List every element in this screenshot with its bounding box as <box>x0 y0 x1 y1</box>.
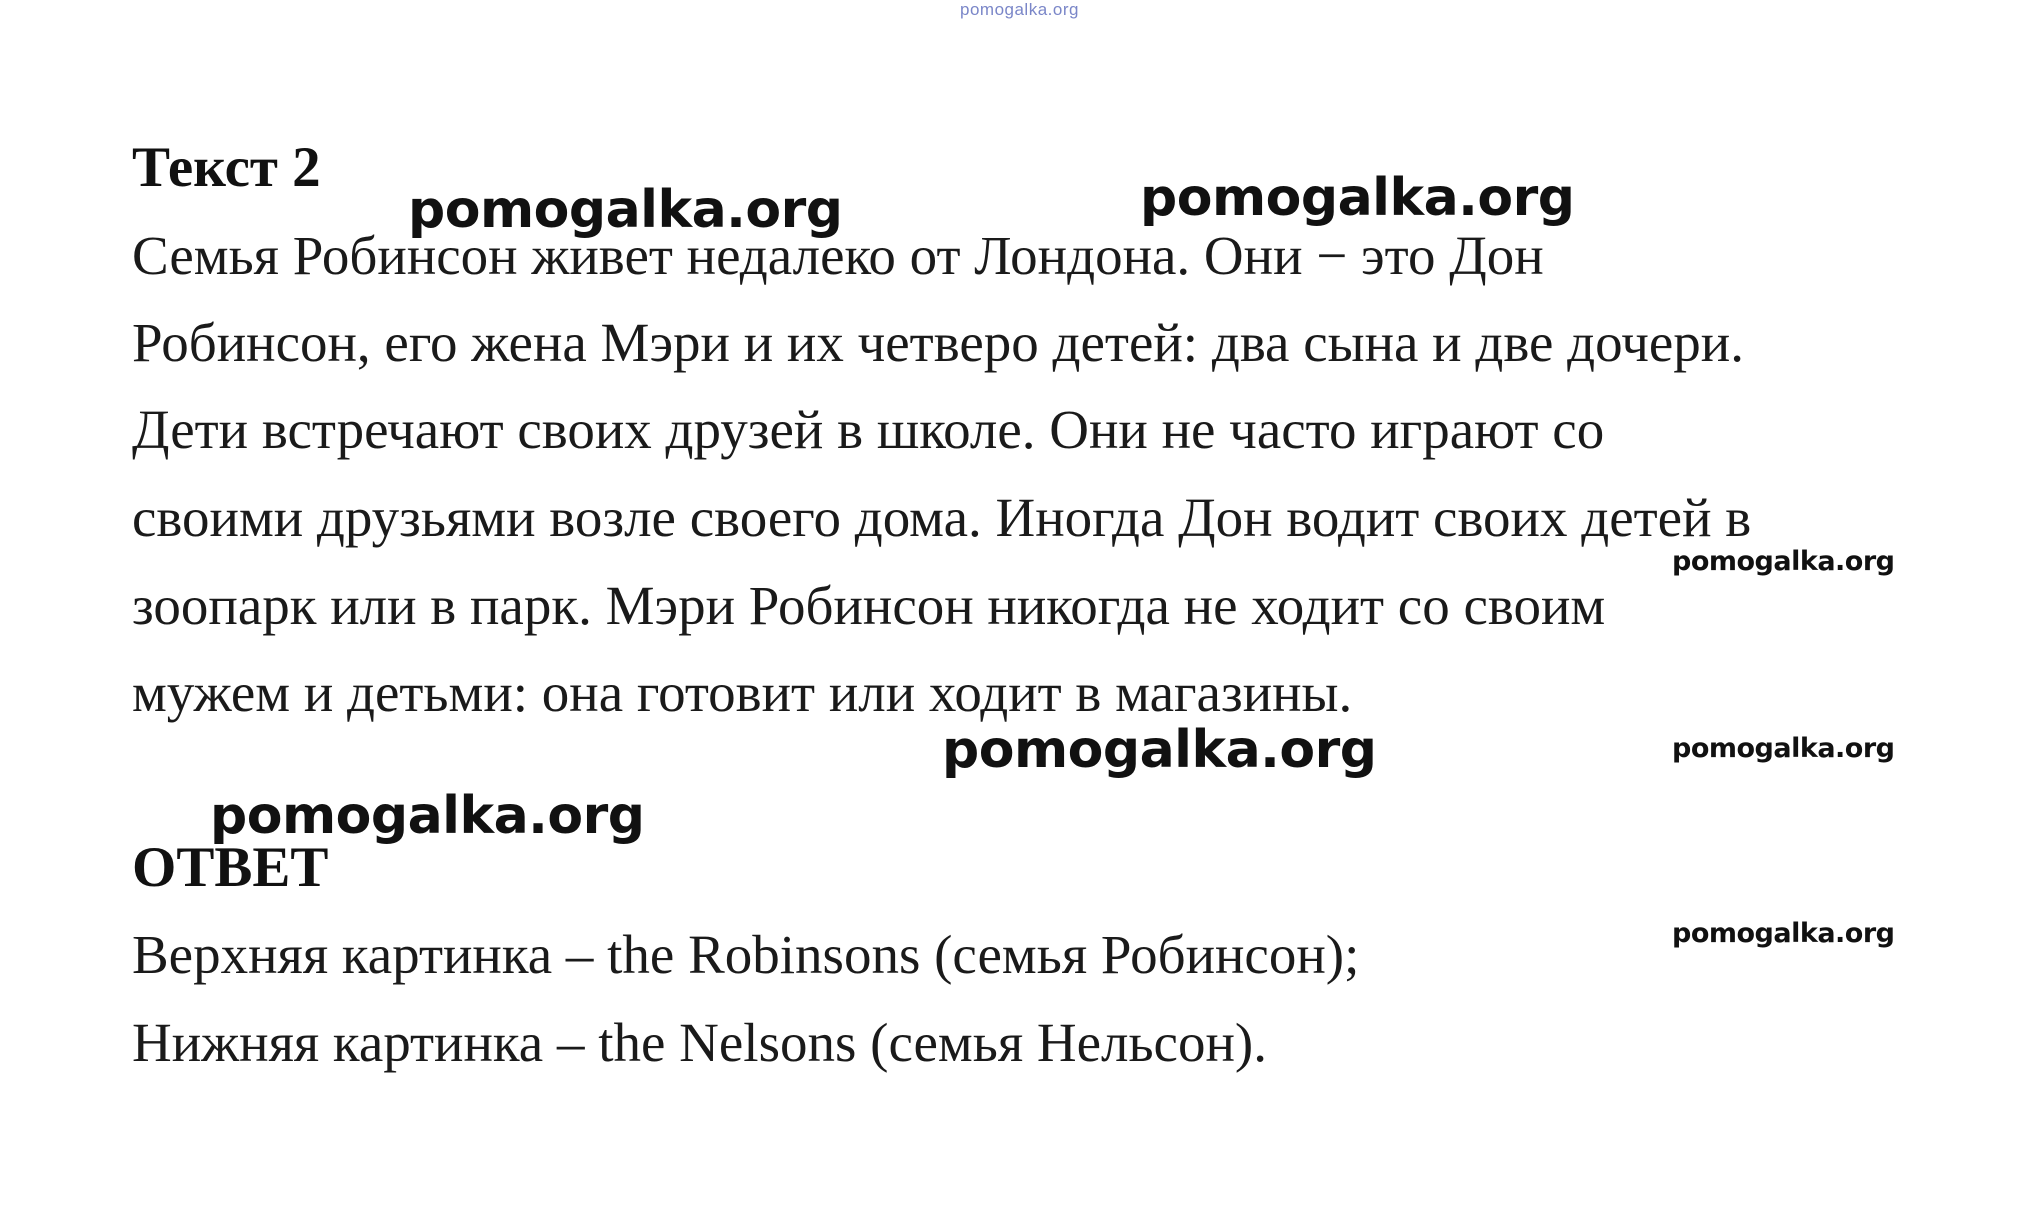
watermark: pomogalka.org <box>1672 918 1895 949</box>
paragraph-line: мужем и детьми: она готовит или ходит в магазины. <box>132 662 1353 723</box>
paragraph-line: Робинсон, его жена Мэри и их четверо детей: два сына и две дочери. <box>132 312 1744 373</box>
watermark: pomogalka.org <box>1672 546 1895 577</box>
paragraph-line: Семья Робинсон живет недалеко от Лондона. Они − это Дон <box>132 225 1544 286</box>
watermark: pomogalka.org <box>210 786 645 846</box>
paragraph-line: зоопарк или в парк. Мэри Робинсон никогда не ходит со своим <box>132 575 1606 636</box>
paragraph-line: Дети встречают своих друзей в школе. Они не часто играют со <box>132 399 1605 460</box>
watermark: pomogalka.org <box>942 720 1377 780</box>
answer-heading: ОТВЕТ <box>132 836 329 899</box>
answer-line: Нижняя картинка – the Nelsons (семья Нельсон). <box>132 1012 1267 1073</box>
header-watermark: pomogalka.org <box>960 0 1079 19</box>
watermark: pomogalka.org <box>408 180 843 240</box>
watermark: pomogalka.org <box>1672 733 1895 764</box>
paragraph-line: своими друзьями возле своего дома. Иногда Дон водит своих детей в <box>132 487 1752 548</box>
answer-line: Верхняя картинка – the Robinsons (семья Робинсон); <box>132 924 1360 985</box>
watermark: pomogalka.org <box>1140 168 1575 228</box>
text-title: Текст 2 <box>132 136 321 199</box>
